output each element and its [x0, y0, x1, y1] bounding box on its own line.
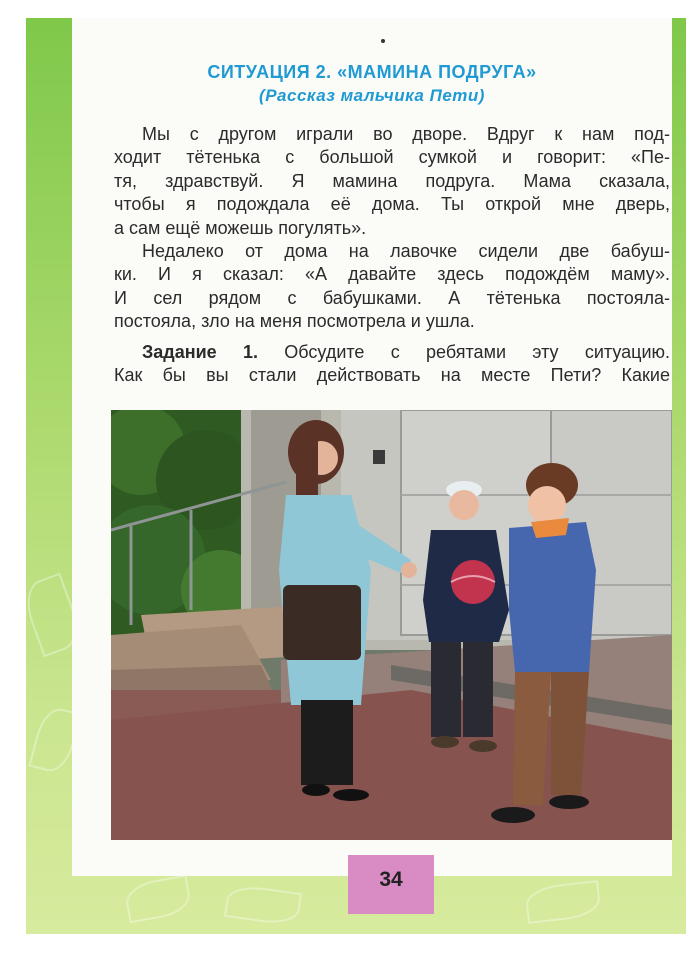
- story-paragraph-2: [114, 240, 670, 334]
- section-title: СИТУАЦИЯ 2. «МАМИНА ПОДРУГА»: [207, 62, 537, 82]
- page-number: 34: [379, 868, 403, 891]
- section-subtitle: (Рассказ мальчика Пети): [259, 86, 485, 105]
- text-line: Недалеко от дома на лавочке сидели две бабуш-: [142, 241, 670, 261]
- text-line: ходит тётенька с большой сумкой и говорит: «Пе-: [114, 147, 670, 168]
- leaf-decoration: [524, 880, 601, 924]
- text-line: постояла, зло на меня посмотрела и ушла.: [114, 311, 475, 332]
- text-line: Как бы вы стали действовать на месте Пети? Какие: [114, 365, 670, 386]
- task-paragraph: [114, 341, 670, 388]
- text-line: а сам ещё можешь погулять».: [114, 217, 367, 238]
- leaf-decoration: [224, 883, 302, 927]
- dot-mark: [381, 39, 385, 43]
- text-line: [114, 341, 670, 364]
- illustration-photo: [111, 410, 672, 840]
- text-line: чтобы я подождала её дома. Ты открой мне дверь,: [114, 194, 670, 215]
- text-line: И сел рядом с бабушками. А тётенька постояла-: [114, 287, 670, 308]
- text-line: Мы с другом играли во дворе. Вдруг к нам под-: [142, 124, 670, 144]
- leaf-decoration: [123, 875, 193, 924]
- text-line: ки. И я сказал: «А давайте здесь подождём маму».: [114, 264, 670, 285]
- text-line: тя, здравствуй. Я мамина подруга. Мама сказала,: [114, 170, 670, 191]
- story-paragraph-1: [114, 123, 670, 240]
- task-text: Обсудите с ребятами эту ситуацию.: [258, 342, 671, 362]
- task-label: Задание 1.: [142, 342, 258, 362]
